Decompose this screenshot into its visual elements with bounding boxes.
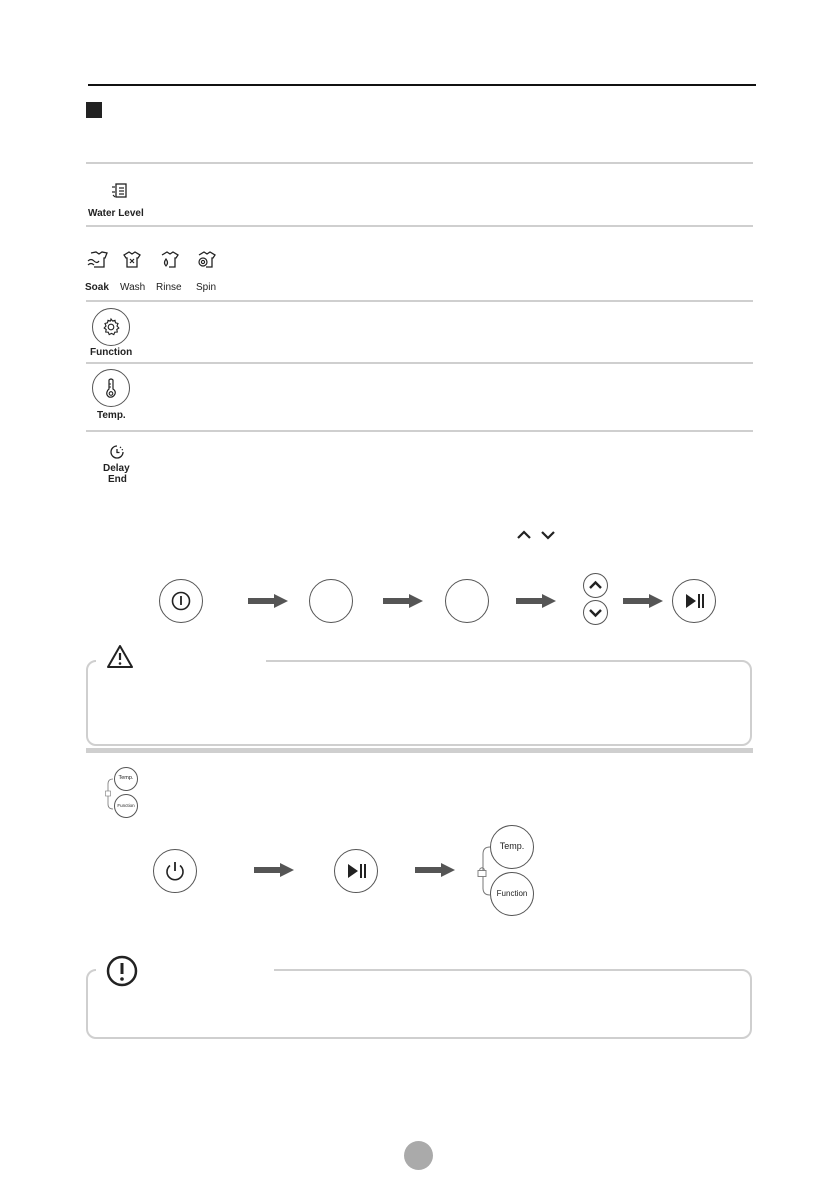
play-pause-icon: [346, 862, 368, 880]
warning-box: [86, 660, 752, 746]
wash-label: Wash: [120, 282, 146, 293]
temp-lock-label: Temp.: [499, 841, 525, 851]
function-label: Function: [90, 347, 133, 358]
chevron-down-icon: [588, 608, 603, 618]
wash-icon: [122, 250, 144, 270]
temp-small-label: Temp.: [118, 775, 134, 781]
temp-button-lock[interactable]: [490, 825, 534, 869]
bracket-small: [105, 778, 115, 810]
temp-label: Temp.: [97, 410, 126, 421]
delay-label-line1: Delay: [103, 463, 130, 474]
up-button[interactable]: [583, 573, 608, 598]
soak-label: Soak: [85, 282, 109, 293]
row-divider: [86, 300, 753, 302]
power-button[interactable]: [159, 579, 203, 623]
start-pause-button[interactable]: [672, 579, 716, 623]
power-icon: [164, 860, 186, 882]
thermometer-icon: [104, 377, 118, 399]
water-level-label: Water Level: [88, 208, 144, 219]
function-button-lock[interactable]: [490, 872, 534, 916]
flow-arrow: [248, 594, 288, 608]
lock-icon: [477, 866, 487, 877]
top-rule: [88, 84, 756, 86]
power-icon: [170, 590, 192, 612]
function-small-button: [114, 794, 138, 818]
row-divider: [86, 362, 753, 364]
rinse-icon: [160, 250, 182, 270]
row-divider: [86, 430, 753, 432]
soak-icon: [86, 250, 108, 270]
function-small-label: Function: [117, 803, 135, 808]
rinse-label: Rinse: [156, 282, 182, 293]
delay-label-line2: End: [108, 474, 127, 485]
chevron-up-icon: [516, 530, 532, 540]
flow-arrow: [415, 863, 455, 877]
play-pause-icon: [684, 592, 706, 610]
row-divider: [86, 162, 753, 164]
section-marker: [86, 102, 102, 118]
section-divider: [86, 748, 753, 753]
function-lock-label: Function: [496, 889, 528, 898]
notice-icon: [105, 954, 139, 988]
chevron-up-icon: [588, 580, 603, 590]
power-button-2[interactable]: [153, 849, 197, 893]
water-level-icon: [110, 182, 128, 200]
flow-arrow: [254, 863, 294, 877]
start-pause-button-2[interactable]: [334, 849, 378, 893]
down-button[interactable]: [583, 600, 608, 625]
gear-icon: [101, 317, 121, 337]
chevron-down-icon: [540, 530, 556, 540]
warning-icon: [106, 644, 134, 670]
clock-icon: [109, 444, 125, 460]
notice-box: [86, 969, 752, 1039]
delay-button-step[interactable]: [445, 579, 489, 623]
spin-icon: [196, 250, 218, 270]
function-button[interactable]: [92, 308, 130, 346]
spin-label: Spin: [196, 282, 217, 293]
flow-arrow: [383, 594, 423, 608]
function-button-step[interactable]: [309, 579, 353, 623]
flow-arrow: [516, 594, 556, 608]
flow-arrow: [623, 594, 663, 608]
temp-button[interactable]: [92, 369, 130, 407]
row-divider: [86, 225, 753, 227]
page-number-badge: [404, 1141, 433, 1170]
temp-small-button: [114, 767, 138, 791]
